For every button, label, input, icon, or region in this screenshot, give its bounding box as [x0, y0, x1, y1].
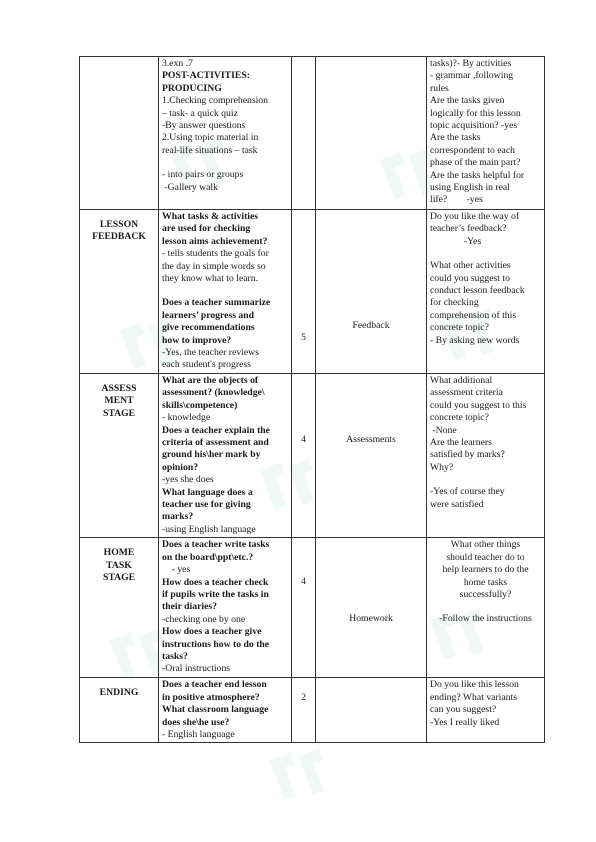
score-number: 4 — [301, 576, 306, 588]
activity-cell — [316, 210, 427, 374]
content-line: lesson aims achievement? — [162, 235, 268, 247]
stage-label: LESSON — [99, 219, 139, 230]
content-line: tasks? — [162, 650, 188, 662]
comment-line: -Yes of course they — [430, 486, 505, 498]
content-line: What are the objects of — [162, 375, 259, 386]
comment-line: Are the tasks helpful for — [430, 169, 525, 181]
comment-line: Do you like this lesson — [430, 679, 519, 691]
comment-line: life? -yes — [430, 194, 483, 206]
score-number: 5 — [301, 332, 306, 343]
content-line: -using English language — [162, 523, 256, 535]
stage-label: MENT — [104, 395, 134, 407]
content-line: Does a teacher write tasks — [162, 539, 270, 551]
number-cell — [292, 57, 316, 210]
comment-line: topic acquisition? -yes — [430, 120, 518, 132]
number-cell — [292, 538, 316, 678]
content-line: how to improve? — [162, 334, 232, 346]
comment-line: for checking — [430, 297, 479, 309]
content-line: What tasks & activities — [162, 211, 259, 222]
content-line: instructions how to do the — [162, 638, 270, 650]
content-line: marks? — [162, 511, 194, 523]
content-line: learners’ progress and — [162, 309, 255, 321]
content-line: POST-ACTIVITIES: — [162, 70, 250, 82]
comment-line: -Yes — [430, 235, 482, 247]
activity-label: Homework — [349, 613, 393, 625]
lesson-observation-table — [79, 56, 545, 743]
content-line: does she\he use? — [162, 716, 230, 728]
comment-line: ending? What variants — [430, 691, 517, 703]
comment-line: can you suggest? — [430, 704, 497, 716]
content-line: What language does a — [162, 486, 253, 498]
comment-line: Are the tasks — [430, 132, 481, 144]
comments-cell — [427, 374, 545, 538]
comment-line: phase of the main part? — [430, 157, 521, 169]
content-line: skills\competence) — [162, 399, 238, 411]
content-cell — [159, 678, 292, 743]
content-line: the day in simple words so — [162, 260, 266, 272]
content-line: - knowledge — [162, 412, 211, 424]
comment-line: rules — [430, 82, 449, 94]
comment-line: What additional — [430, 375, 493, 386]
comment-line: using English in real — [430, 182, 510, 194]
activity-cell — [316, 678, 427, 743]
comment-line: home tasks — [463, 576, 508, 588]
comment-line: Do you like the way of — [430, 211, 520, 222]
content-line: teacher use for giving — [162, 499, 251, 511]
comment-line: What other activities — [430, 260, 511, 272]
activity-cell — [316, 374, 427, 538]
content-line: in positive atmosphere? — [162, 691, 260, 703]
content-line: How does a teacher give — [162, 626, 262, 638]
comment-line: could you suggest to this — [430, 399, 527, 411]
comment-line: logically for this lesson — [430, 107, 521, 119]
comment-line: Why? — [430, 461, 454, 473]
content-line: – task- a quick quiz — [162, 107, 238, 119]
comment-line: teacher’s feedback? — [430, 223, 507, 235]
content-line: How does a teacher check — [162, 576, 269, 588]
comment-line: conduct lesson feedback — [430, 285, 525, 297]
table-row — [80, 374, 545, 538]
content-line: -By answer questions — [162, 120, 246, 132]
content-line: -Yes, the teacher reviews — [162, 347, 259, 359]
content-line: -Gallery walk — [162, 181, 218, 193]
content-line: - into pairs or groups — [162, 169, 244, 181]
comment-line: comprehension of this — [430, 309, 517, 321]
activity-label: Assessments — [346, 434, 396, 445]
table-row — [80, 678, 545, 743]
comment-line: successfully? — [459, 588, 512, 600]
content-line: - English language — [162, 728, 235, 740]
content-cell — [159, 57, 292, 210]
content-line: 1.Checking comprehension — [162, 95, 268, 107]
comment-line: What other things — [450, 539, 521, 551]
stage-cell — [80, 374, 159, 538]
number-cell — [292, 678, 316, 743]
comment-line: correspondent to each — [430, 144, 515, 156]
activity-cell — [316, 57, 427, 210]
comment-line: satisfied by marks? — [430, 449, 505, 461]
content-line: 2.Using topic material in — [162, 132, 259, 144]
stage-label: HOME — [103, 547, 135, 559]
content-line: are used for checking — [162, 223, 251, 235]
number-cell — [292, 374, 316, 538]
watermark-mark — [270, 743, 333, 805]
number-cell — [292, 210, 316, 374]
stage-label: ENDING — [99, 687, 139, 699]
activity-label: Feedback — [352, 320, 390, 331]
content-line: criteria of assessment and — [162, 437, 269, 449]
comment-line: - grammar ,following — [430, 70, 514, 82]
content-line: Does a teacher explain the — [162, 424, 270, 436]
content-cell — [159, 538, 292, 678]
stage-label: FEEDBACK — [92, 231, 146, 243]
comment-line: concrete topic? — [430, 412, 489, 424]
content-line: - tells students the goals for — [162, 248, 269, 260]
content-line: -yes she does — [162, 474, 214, 486]
stage-cell — [80, 210, 159, 374]
content-line: opinion? — [162, 461, 199, 473]
table-row — [80, 210, 545, 374]
content-line: each student's progress — [162, 359, 251, 371]
comment-line: - By asking new words — [430, 334, 520, 346]
stage-label: TASK — [106, 559, 132, 571]
activity-cell — [316, 538, 427, 678]
content-line: assessment? (knowledge\ — [162, 387, 265, 399]
comment-line: should teacher do to — [446, 551, 525, 563]
table-row — [80, 57, 545, 210]
comments-cell — [427, 538, 545, 678]
comment-line: tasks)?- By activities — [430, 58, 512, 69]
comment-line: concrete topic? — [430, 322, 489, 334]
content-line: - yes — [162, 564, 191, 576]
stage-label: STAGE — [102, 407, 136, 419]
stage-cell — [80, 678, 159, 743]
content-cell — [159, 210, 292, 374]
content-line: on the board\ppt\etc.? — [162, 551, 254, 563]
content-line: Does a teacher end lesson — [162, 679, 267, 691]
comment-line: were satisfied — [430, 498, 484, 510]
comment-line: help learners to do the — [442, 564, 529, 576]
content-line: real-life situations – task — [162, 144, 258, 156]
stage-label: STAGE — [102, 572, 136, 584]
stage-label: ASSESS — [101, 383, 137, 394]
stage-cell — [80, 538, 159, 678]
content-line: 3.exn .7 — [162, 58, 193, 69]
comment-line: could you suggest to — [430, 272, 510, 284]
comment-line: -None — [430, 424, 457, 436]
content-line: Does a teacher summarize — [162, 297, 271, 309]
score-number: 4 — [301, 434, 306, 445]
comment-line: Are the learners — [430, 437, 492, 449]
content-line: give recommendations — [162, 322, 255, 334]
content-line: ground his\her mark by — [162, 449, 261, 461]
table-row — [80, 538, 545, 678]
comment-line: -Yes I really liked — [430, 716, 500, 728]
content-line: -Oral instructions — [162, 663, 231, 675]
content-line: if pupils write the tasks in — [162, 588, 269, 600]
content-line: they know what to learn. — [162, 273, 259, 285]
comment-line: Are the tasks given — [430, 95, 505, 107]
content-cell — [159, 374, 292, 538]
content-line: their diaries? — [162, 601, 217, 613]
score-number: 2 — [301, 692, 306, 704]
comments-cell — [427, 210, 545, 374]
comment-line: assessment criteria — [430, 387, 503, 399]
comments-cell — [427, 57, 545, 210]
comment-line: -Follow the instructions — [439, 613, 532, 625]
stage-cell — [80, 57, 159, 210]
content-line: -checking one by one — [162, 613, 246, 625]
content-line: What classroom language — [162, 704, 269, 716]
content-line: PRODUCING — [162, 82, 222, 94]
comments-cell — [427, 678, 545, 743]
